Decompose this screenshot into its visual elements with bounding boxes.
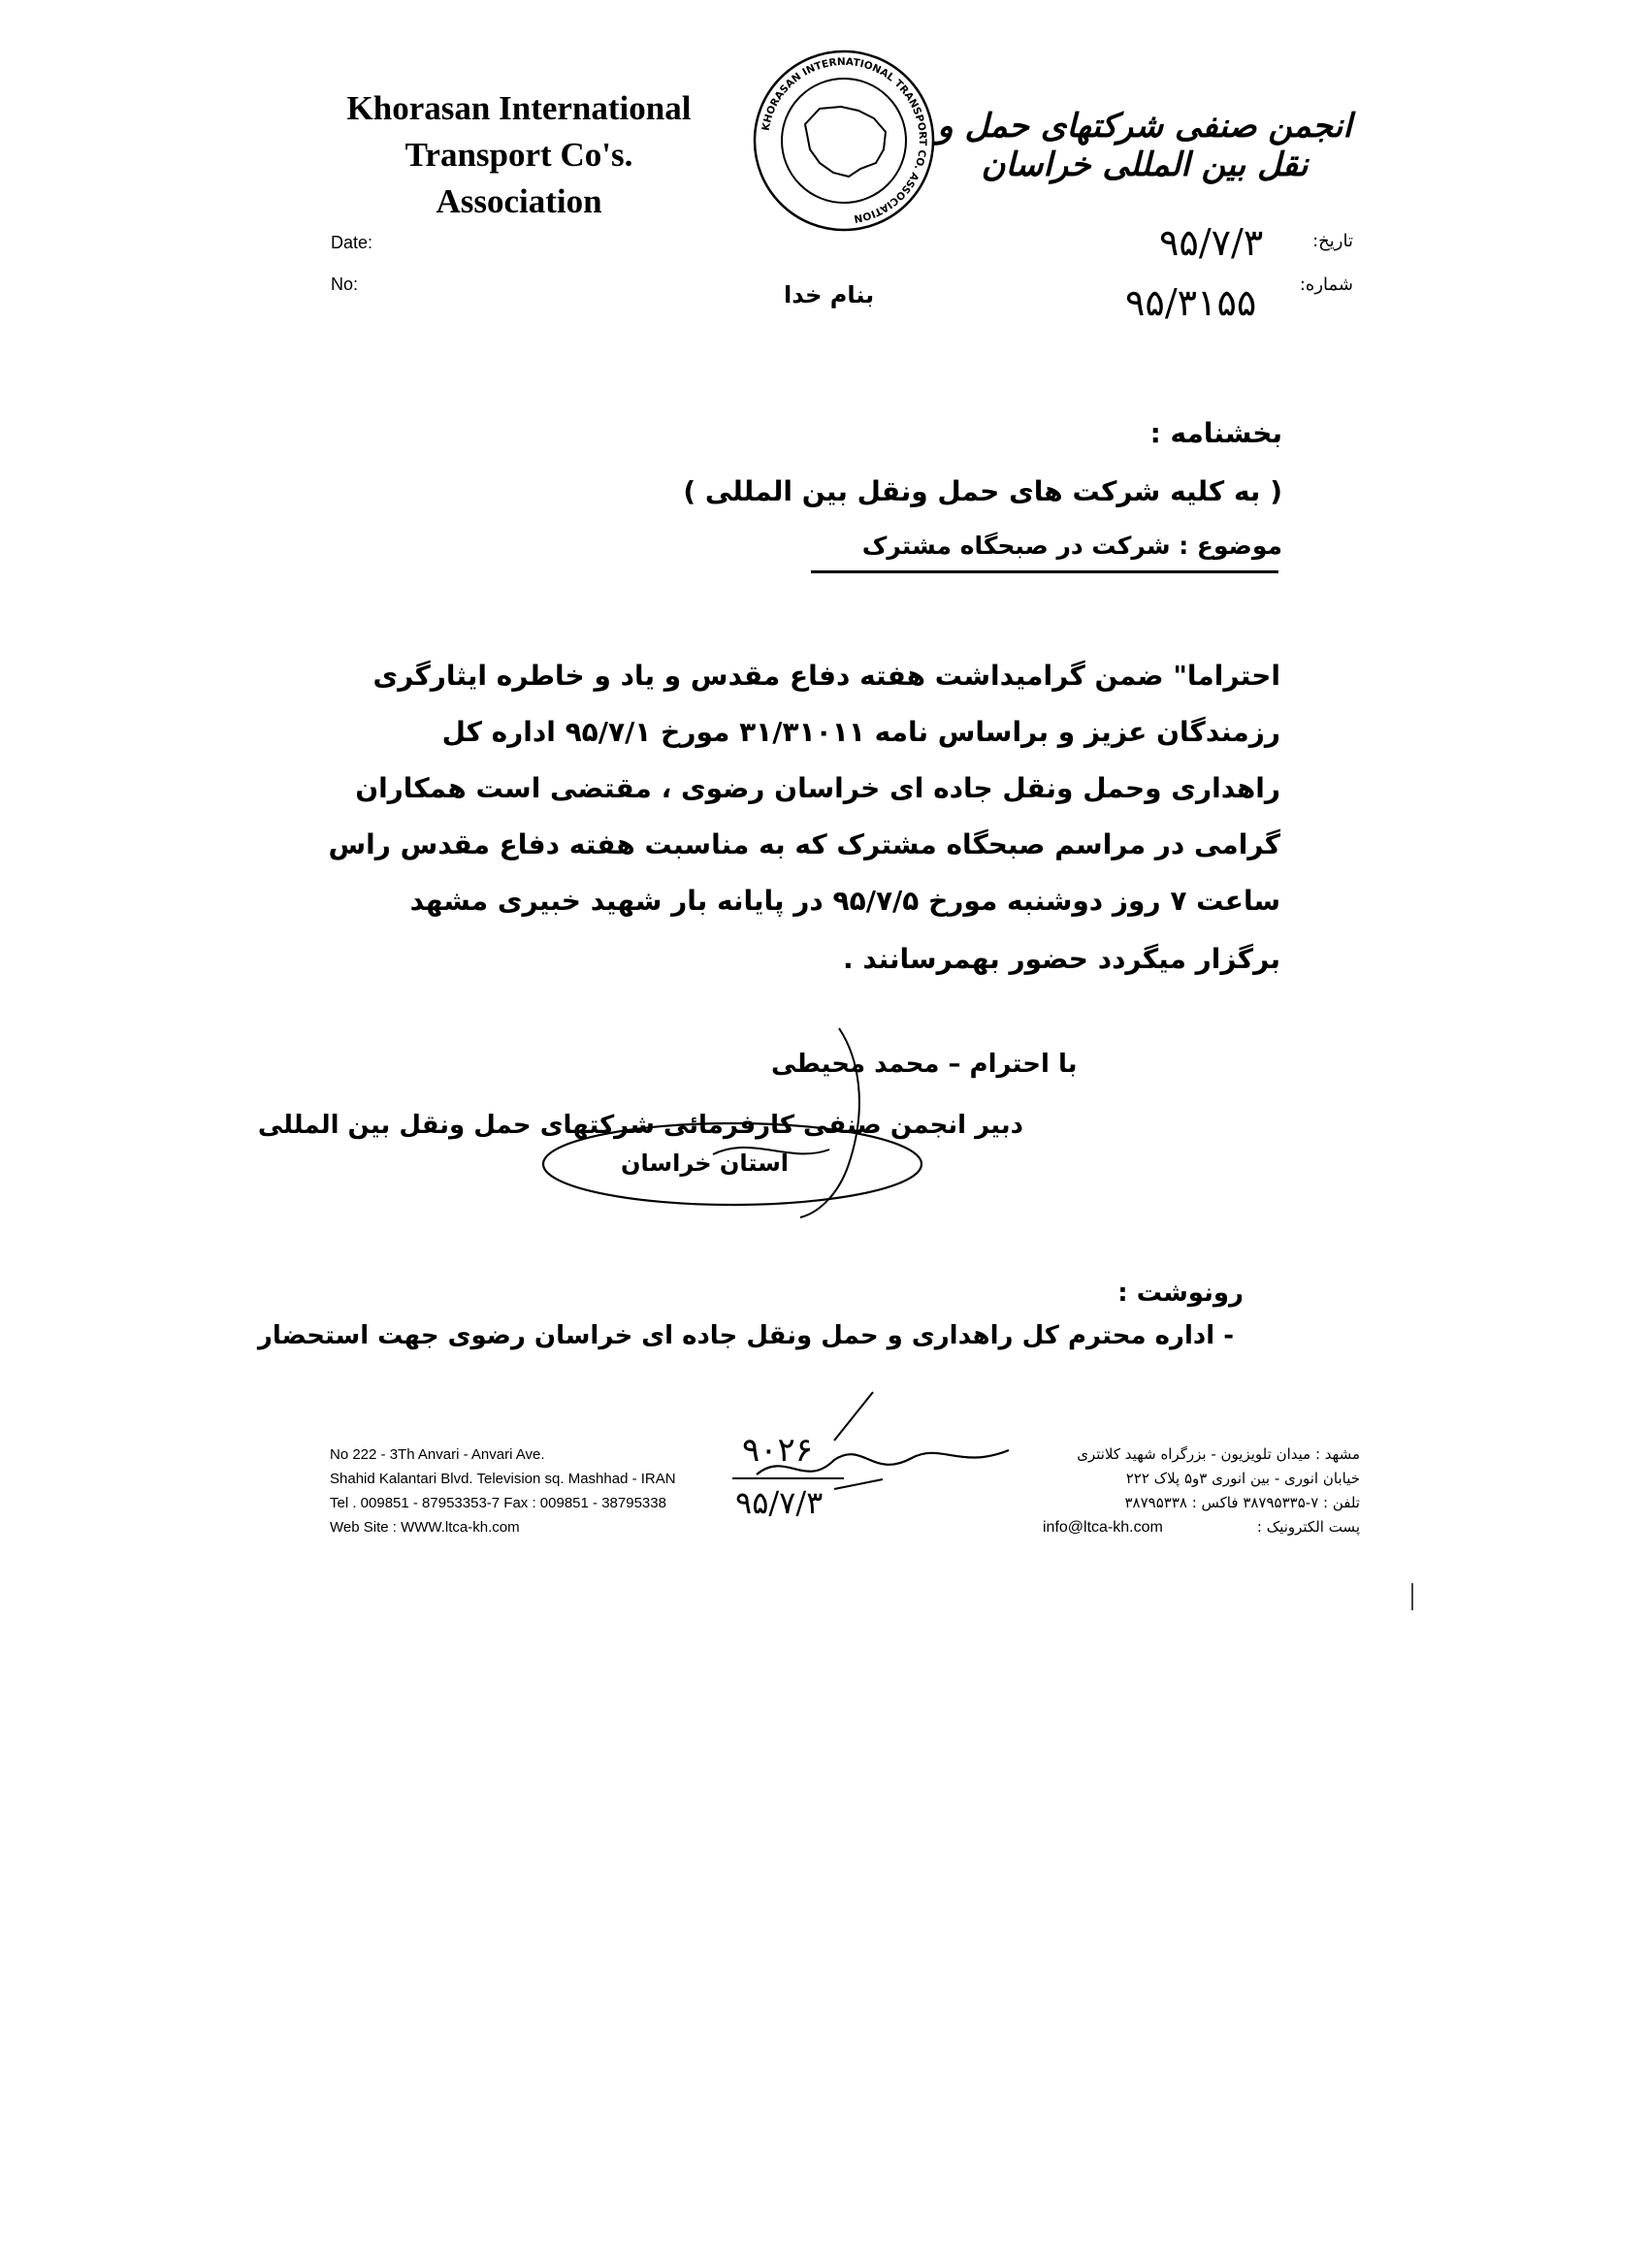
invocation: بنام خدا: [784, 281, 875, 308]
signature-stroke: [538, 1019, 946, 1222]
circular-label: بخشنامه :: [1149, 417, 1282, 449]
signature-region: استان خراسان: [621, 1150, 790, 1177]
body-line: راهداری وحمل ونقل جاده ای خراسان رضوی ، مقتضی است همکاران: [355, 772, 1280, 804]
footer-email: info@ltca-kh.com: [1043, 1519, 1163, 1536]
footer-address-en-1: No 222 - 3Th Anvari - Anvari Ave.: [330, 1446, 545, 1463]
body-line: گرامی در مراسم صبحگاه مشترک که به مناسبت هفته دفاع مقدس راس: [328, 828, 1280, 860]
footer-address-fa-1: مشهد : میدان تلویزیون - بزرگراه شهید کلانتری: [1077, 1445, 1360, 1463]
organization-name-en: [325, 85, 713, 225]
date-value: ۹۵/۷/۳: [1159, 221, 1264, 264]
body-line: ساعت ۷ روز دوشنبه مورخ ۹۵/۷/۵ در پایانه بار شهید خبیری مشهد: [409, 885, 1280, 917]
subject-underline: [811, 570, 1278, 573]
footer-email-label-fa: پست الکترونیک :: [1256, 1518, 1360, 1536]
scan-mark: [1411, 1583, 1413, 1610]
iran-map-icon: [805, 107, 886, 177]
cc-label: رونوشت :: [1117, 1279, 1244, 1308]
number-value: ۹۵/۳۱۵۵: [1125, 281, 1257, 324]
handwritten-reference: ۹۰۲۶: [742, 1431, 814, 1470]
signature-title: دبیر انجمن صنفی کارفرمائی شرکتهای حمل ونقل بین المللی: [257, 1111, 1023, 1140]
number-label-en: No:: [331, 275, 359, 294]
footer-phone-en: Tel . 009851 - 87953353-7 Fax : 009851 - 38795338: [330, 1495, 666, 1511]
body-line: احتراما" ضمن گرامیداشت هفته دفاع مقدس و یاد و خاطره ایثارگری: [372, 660, 1280, 692]
organization-name-fa: انجمن صنفی شرکتهای حمل و نقل بین المللی خراسان: [937, 107, 1352, 184]
association-seal: [752, 49, 936, 233]
footer-initials: [718, 1382, 1048, 1528]
organization-name-en-line2: Transport Co's. Association: [404, 136, 633, 220]
recipients-line: ( به کلیه شرکت های حمل ونقل بین المللی ): [683, 475, 1282, 507]
handwritten-date: ۹۵/۷/۳: [735, 1484, 824, 1521]
seal-outer-text: KHORASAN INTERNATIONAL TRANSPORT CO. ASSOCIATION: [760, 55, 929, 225]
date-label-fa: تاریخ:: [1312, 231, 1353, 251]
footer-address-fa-2: خیابان انوری - بین انوری ۳و۵ پلاک ۲۲۲: [1125, 1470, 1360, 1487]
signature-closing: با احترام – محمد محیطی: [771, 1050, 1078, 1079]
cc-line: - اداره محترم کل راهداری و حمل ونقل جاده ای خراسان رضوی جهت استحضار: [257, 1321, 1234, 1350]
number-label-fa: شماره:: [1299, 275, 1353, 295]
svg-text:KHORASAN INTERNATIONAL TRANSPO: [760, 56, 928, 224]
footer-phone-fa: تلفن : ۷-۳۸۷۹۵۳۳۵ فاکس : ۳۸۷۹۵۳۳۸: [1124, 1494, 1360, 1511]
subject-line: موضوع : شرکت در صبحگاه مشترک: [861, 532, 1282, 560]
body-line: برگزار میگردد حضور بهمرسانند .: [843, 943, 1280, 975]
body-line: رزمندگان عزیز و براساس نامه ۳۱/۳۱۰۱۱ مورخ ۹۵/۷/۱ اداره کل: [441, 716, 1280, 748]
footer-address-en-2: Shahid Kalantari Blvd. Television sq. Mashhad - IRAN: [330, 1471, 676, 1487]
date-label-en: Date:: [331, 233, 373, 252]
footer-website-en: Web Site : WWW.ltca-kh.com: [330, 1519, 520, 1536]
organization-name-en-line1: Khorasan International: [346, 89, 692, 127]
